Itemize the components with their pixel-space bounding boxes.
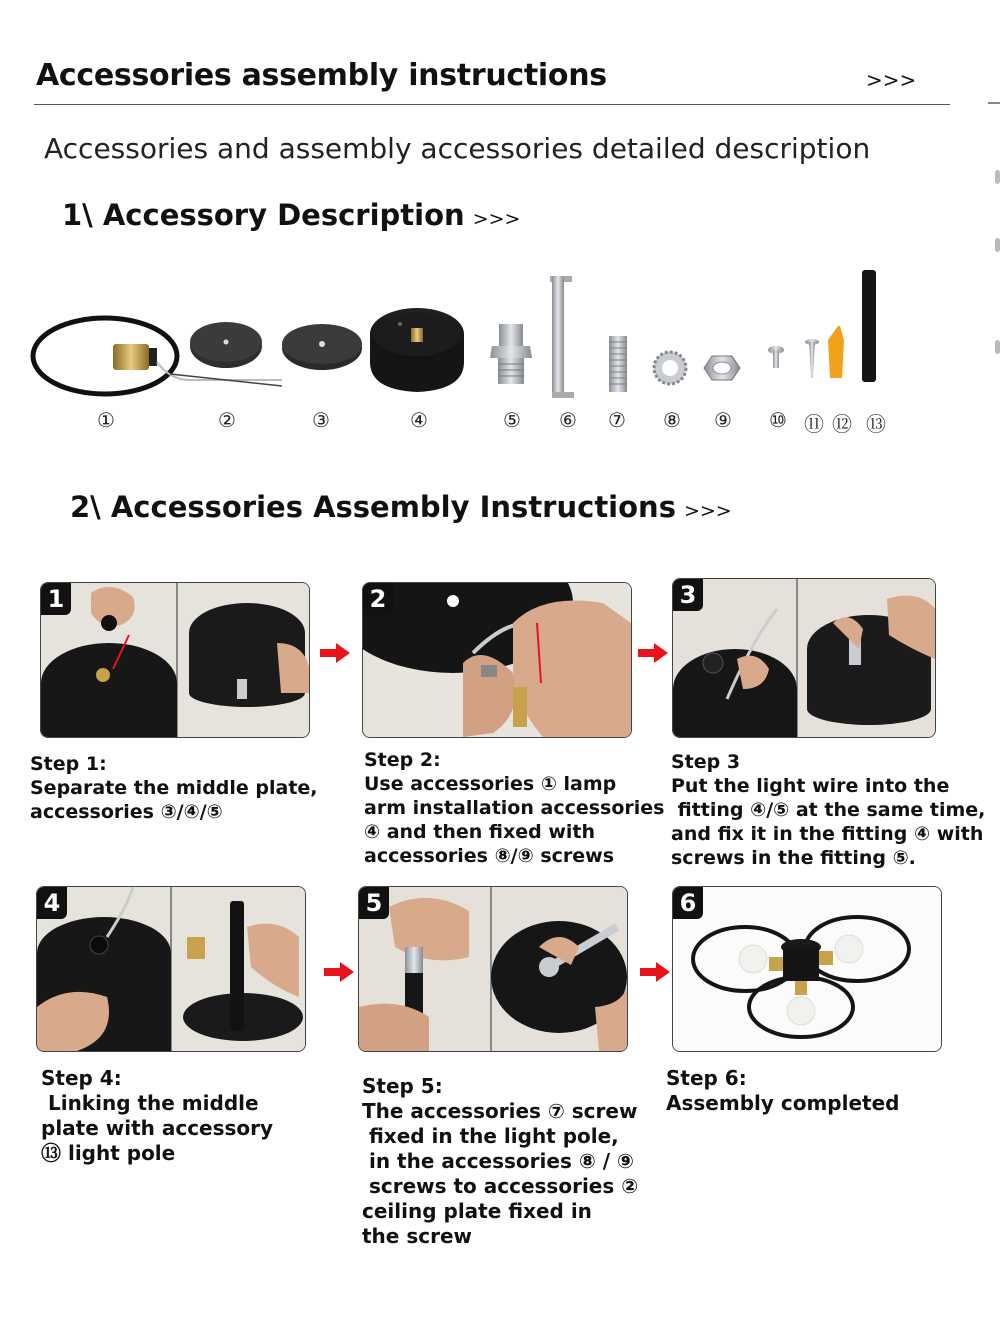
accessory-number-4: ④ xyxy=(410,408,428,432)
accessory-number-2: ② xyxy=(218,408,236,432)
section-heading-accessory-description xyxy=(62,198,520,232)
accessory-11-wood-screw xyxy=(805,339,819,378)
section-arrows: >>> xyxy=(683,500,732,522)
accessory-9-hex-nut xyxy=(704,356,740,380)
header-divider xyxy=(34,104,950,105)
next-step-arrow-icon xyxy=(638,643,668,663)
section-heading-assembly-instructions xyxy=(70,490,732,524)
step-6-photo xyxy=(672,886,942,1052)
step-1-text: Step 1: Separate the middle plate, accessories ③/④/⑤ xyxy=(30,753,318,823)
edge-mark xyxy=(995,170,1000,184)
edge-mark xyxy=(995,340,1000,354)
step-4-photo xyxy=(36,886,306,1052)
step-4-text: Step 4: Linking the middle plate with accessory ⑬ light pole xyxy=(41,1066,274,1165)
step-6-text: Step 6: Assembly completed xyxy=(666,1066,900,1115)
step-1-illustration xyxy=(41,583,309,737)
step-5-illustration xyxy=(359,887,627,1051)
accessory-6-bracket xyxy=(550,276,574,398)
accessory-8-lock-washer xyxy=(654,352,686,384)
step-3-illustration xyxy=(673,579,935,737)
accessory-10-screw xyxy=(768,346,784,368)
accessory-number-10: ⑩ xyxy=(769,408,787,432)
accessory-13-light-pole xyxy=(862,270,876,382)
accessory-number-12: ⑫ xyxy=(832,412,852,436)
step-2-photo xyxy=(362,582,632,738)
step-number-badge: 3 xyxy=(673,579,703,611)
step-number-badge: 4 xyxy=(37,887,67,919)
accessory-number-13: ⑬ xyxy=(866,412,886,436)
accessory-number-6: ⑥ xyxy=(559,408,577,432)
next-step-arrow-icon xyxy=(324,962,354,982)
accessory-number-7: ⑦ xyxy=(608,408,626,432)
accessories-illustration xyxy=(20,262,900,402)
step-2-text: Step 2: Use accessories ① lamp arm installation accessories ④ and then fixed with accessories ⑧/⑨ screws xyxy=(364,749,665,867)
edge-mark xyxy=(995,238,1000,252)
next-step-arrow-icon xyxy=(640,962,670,982)
step-number-badge: 6 xyxy=(673,887,703,919)
accessory-number-3: ③ xyxy=(312,408,330,432)
step-3-photo xyxy=(672,578,936,738)
step-number-badge: 5 xyxy=(359,887,389,919)
edge-divider xyxy=(988,102,1000,104)
accessory-4-canopy xyxy=(370,308,464,392)
step-6-illustration xyxy=(673,887,941,1051)
step-4-illustration xyxy=(37,887,305,1051)
accessory-number-1: ① xyxy=(97,408,115,432)
section-arrows: >>> xyxy=(472,208,521,230)
section-heading-text: 2\ Accessories Assembly Instructions xyxy=(70,490,676,524)
accessory-number-5: ⑤ xyxy=(503,408,521,432)
title-arrows: >>> xyxy=(866,68,917,92)
page-subtitle: Accessories and assembly accessories detailed description xyxy=(44,132,871,165)
section-heading-text: 1\ Accessory Description xyxy=(62,198,465,232)
accessory-5-threaded-nipple xyxy=(490,324,532,384)
accessory-3-plate xyxy=(282,324,362,370)
step-5-text: Step 5: The accessories ⑦ screw fixed in the light pole, in the accessories ⑧ / ⑨ screws to accessories ② ceiling plate fixed in the screw xyxy=(362,1074,639,1248)
next-step-arrow-icon xyxy=(320,643,350,663)
accessory-number-8: ⑧ xyxy=(663,408,681,432)
step-2-illustration xyxy=(363,583,631,737)
step-5-photo xyxy=(358,886,628,1052)
step-number-badge: 1 xyxy=(41,583,71,615)
step-1-photo xyxy=(40,582,310,738)
page-title: Accessories assembly instructions xyxy=(36,58,607,93)
step-number-badge: 2 xyxy=(363,583,393,615)
accessory-12-wall-anchor xyxy=(828,326,844,378)
accessory-number-9: ⑨ xyxy=(714,408,732,432)
accessory-number-11: ⑪ xyxy=(804,412,824,436)
step-3-text: Step 3 Put the light wire into the fitting ④/⑤ at the same time, and fix it in the fitting ④ with screws in the fitting ⑤. xyxy=(671,751,986,869)
accessory-2-plate xyxy=(190,322,262,368)
accessory-7-threaded-tube xyxy=(609,336,627,392)
